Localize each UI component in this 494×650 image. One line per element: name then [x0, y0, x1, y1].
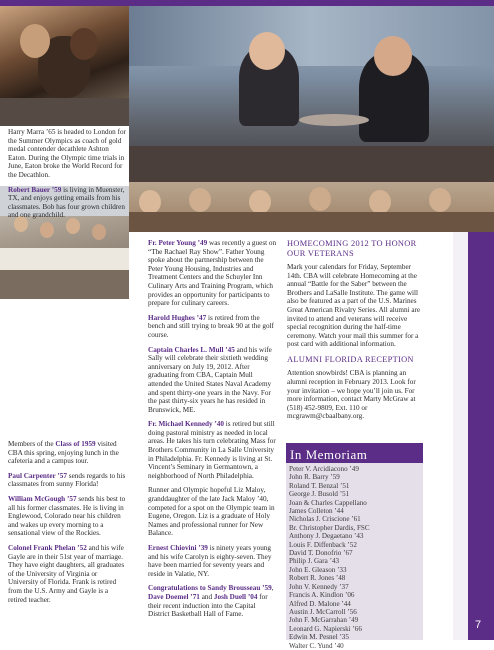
phelan-note: Colonel Frank Phelan ’52 and his wife Gayle are in their 51st year of marriage. They have eight daughters, all graduates of the University of Virginia or University of Florida. Frank is retired from the U.S. Army and Gayle is a retired teacher. — [8, 543, 125, 604]
hall-of-fame-note: Congratulations to Sandy Brousseau ’59, Dave Doemel ’71 and Josh Duell ’04 for their recent induction into the Capital District Basketball Hall of Fame. — [148, 584, 274, 619]
memoriam-name: Philip J. Gara ’43 — [289, 557, 340, 566]
memoriam-name: George J. Busold ’51 — [289, 490, 350, 499]
memoriam-name: Austin J. McCarroll ’56 — [289, 607, 357, 616]
memoriam-name: John F. McGarrahan ’49 — [289, 616, 359, 625]
memoriam-name: John V. Kennedy ’37 — [289, 582, 349, 591]
memoriam-list — [289, 465, 422, 650]
column-1-top — [8, 128, 128, 226]
florida-text: Attention snowbirds! CBA is planning an alumni reception in February 2013. Look for your invitation – we hope you’ll join us. For more information, contact Marty McGraw at (518) 452-9809, Ext. 110 or mcgrawm@cbaalbany.org. — [287, 369, 416, 421]
side-tint — [453, 232, 468, 640]
memoriam-name: Louis F. Diffenback ’52 — [289, 540, 357, 549]
young-note: Fr. Peter Young ’49 was recently a guest on “The Rachael Ray Show”. Father Young spoke about the partnership between the Peter Young Housing, Industries and Treatment Centers and the Schuyler Inn Culinary Arts and Training Program, which provides an opportunity for participants to prepare for culinary careers. — [148, 239, 277, 308]
memoriam-name: Peter V. Arcidiacono ’49 — [289, 465, 359, 473]
carpenter-note: Paul Carpenter ’57 sends regards to his classmates from sunny Florida! — [8, 471, 126, 489]
florida-heading: ALUMNI FLORIDA RECEPTION — [287, 354, 414, 364]
homecoming-heading: HOMECOMING 2012 TO HONOR OUR VETERANS — [287, 239, 417, 258]
column-3 — [287, 239, 422, 427]
memoriam-name: Robert R. Jones ’48 — [289, 574, 346, 583]
memoriam-name: Anthony J. Degaetano ’43 — [289, 532, 364, 541]
hughes-note: Harold Hughes ’47 is retired from the bench and still trying to break 90 at the golf course. — [148, 313, 274, 339]
side-stripe — [468, 232, 494, 640]
memoriam-name: John E. Gleason ’33 — [289, 565, 347, 574]
class-1959-caption: Members of the Class of 1959 visited CBA this spring, enjoying lunch in the cafeteria and a campus tour. — [8, 440, 119, 466]
column-1-bottom — [8, 440, 128, 610]
memoriam-name: Leonard G. Napierski ’66 — [289, 624, 362, 633]
bauer-name: Robert Bauer ’59 — [8, 185, 62, 194]
memoriam-name: Br. Christopher Dardis, FSC — [289, 523, 370, 532]
homecoming-text: Mark your calendars for Friday, September 14th. CBA will celebrate Homecoming at the annual “Battle for the Saber” between the Brothers and LaSalle Institute. The game will also be featured as a part of the U.S. Marines Great American Rivalry Series. All alumni are invited to attend and veterans will receive special recognition during the half-time ceremony. Watch your mail this summer for a post card with additional information. — [287, 263, 421, 349]
class-group-photo — [129, 182, 494, 232]
memoriam-name: David T. Donofrio ’67 — [289, 549, 353, 558]
memoriam-name: Roland T. Benzal ’51 — [289, 481, 350, 490]
athletes-photo — [0, 6, 129, 126]
memoriam-title: In Memoriam — [290, 447, 368, 462]
tv-show-photo — [129, 6, 494, 182]
memoriam-name: John R. Barry ’59 — [289, 473, 340, 482]
memoriam-name: Edwin M. Pesnel ’35 — [289, 633, 349, 642]
memoriam-name: James Colleton ’44 — [289, 507, 344, 516]
maloy-note: Runner and Olympic hopeful Liz Maloy, granddaughter of the late Jack Maloy ’40, competed for a spot on the Olympic team in Eugene, Oregon. Liz is a graduate of Holy Names and professional runner for New Balance. — [148, 486, 275, 538]
mull-note: Captain Charles L. Mull ’45 and his wife Sally will celebrate their sixtieth wedding anniversary on July 19, 2012. After graduating from CBA, Captain Mull attended the United States Naval Academy and spent thirty-one years in the Navy. For the past thirty-six years he has resided in Brunswick, ME. — [148, 345, 272, 414]
memoriam-name: Francis A. Kindlon ’06 — [289, 591, 355, 600]
bauer-note: Robert Bauer ’59 is living in Muenster, TX, and enjoys getting emails from his classmates. Bob has four grown children and one grandchild. — [8, 185, 125, 220]
kennedy-note: Fr. Michael Kennedy ’40 is retired but still doing pastoral ministry as needed in local areas. He takes his turn celebrating Mass for Brothers Community in La Salle University in Philadelphia. Fr. Kennedy is living at St. Vincent’s Seminary in Germantown, a neighborhood of North Philadelphia. — [148, 420, 276, 480]
memoriam-name: Nicholas J. Criscione ’61 — [289, 515, 361, 524]
memoriam-name: Alfred D. Malone ’44 — [289, 599, 351, 608]
column-2 — [148, 239, 277, 625]
athletes-caption: Harry Marra ’65 is headed to London for the Summer Olympics as coach of gold medal contender decathlete Ashton Eaton. During the Olympic time trials in June, Eaton broke the World Record for the Decathlon. — [8, 128, 126, 179]
memoriam-name: Walter C. Yund ’40 — [289, 641, 344, 650]
memoriam-name: Joan & Charles Cappellano — [289, 498, 367, 507]
chiovini-note: Ernest Chiovini ’39 is ninety years young and his wife Carolyn is eighty-seven. They have been married for seventy years and reside in Valatie, NY. — [148, 544, 272, 578]
mcgough-note: William McGough ’57 sends his best to all his former classmates. He is living in Englewood, Colorado near his children and wakes up every morning to a sensational view of the Rockies. — [8, 494, 126, 538]
page-number: 7 — [475, 619, 482, 631]
